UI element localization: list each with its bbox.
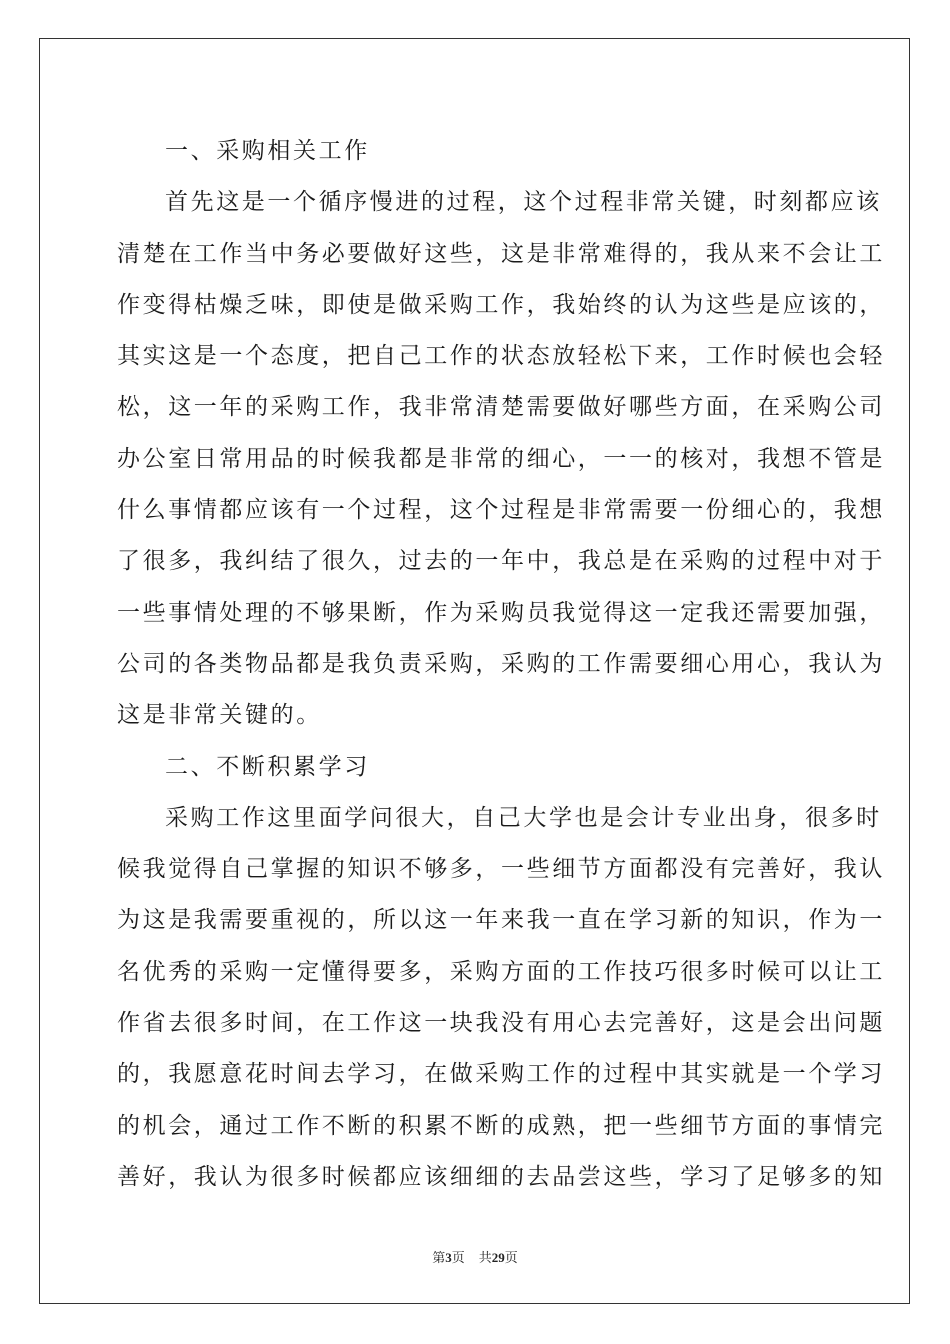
page-number (432, 1250, 465, 1265)
paragraph-line: 什么事情都应该有一个过程，这个过程是非常需要一份细心的，我想 (117, 497, 885, 524)
section-heading: 二、不断积累学习 (165, 753, 370, 780)
current-page: 3 (445, 1250, 452, 1265)
paragraph-line: 了很多，我纠结了很久，过去的一年中，我总是在采购的过程中对于 (117, 548, 885, 575)
paragraph-line: 这是非常关键的。 (117, 702, 322, 729)
page-suffix: 页 (451, 1250, 465, 1265)
paragraph-line: 松，这一年的采购工作，我非常清楚需要做好哪些方面，在采购公司 (117, 394, 885, 421)
paragraph-line: 清楚在工作当中务必要做好这些，这是非常难得的，我从来不会让工 (117, 240, 885, 267)
paragraph (117, 177, 885, 741)
page-prefix: 第 (432, 1250, 446, 1265)
paragraph-line: 公司的各类物品都是我负责采购，采购的工作需要细心用心，我认为 (117, 650, 885, 677)
paragraph-line: 的机会，通过工作不断的积累不断的成熟，把一些细节方面的事情完 (117, 1112, 885, 1139)
total-prefix: 共 (478, 1250, 492, 1265)
paragraph-line: 办公室日常用品的时候我都是非常的细心，一一的核对，我想不管是 (117, 445, 885, 472)
page-footer (0, 1247, 950, 1266)
paragraph-line: 其实这是一个态度，把自己工作的状态放轻松下来，工作时候也会轻 (117, 343, 885, 370)
paragraph-line: 采购工作这里面学问很大，自己大学也是会计专业出身，很多时 (165, 804, 882, 831)
paragraph-line: 善好，我认为很多时候都应该细细的去品尝这些，学习了足够多的知 (117, 1163, 885, 1190)
paragraph-line: 的，我愿意花时间去学习，在做采购工作的过程中其实就是一个学习 (117, 1061, 885, 1088)
page-total (479, 1250, 518, 1265)
paragraph-line: 作省去很多时间，在工作这一块我没有用心去完善好，这是会出问题 (117, 1010, 885, 1037)
paragraph-line: 名优秀的采购一定懂得要多，采购方面的工作技巧很多时候可以让工 (117, 958, 885, 985)
total-pages: 29 (491, 1250, 505, 1265)
document-body (117, 126, 885, 1203)
paragraph-line: 候我觉得自己掌握的知识不够多，一些细节方面都没有完善好，我认 (117, 856, 885, 883)
paragraph-line: 作变得枯燥乏味，即使是做采购工作，我始终的认为这些是应该的， (117, 291, 885, 318)
paragraph (117, 793, 885, 1203)
section-heading: 一、采购相关工作 (165, 138, 370, 164)
paragraph-line: 为这是我需要重视的，所以这一年来我一直在学习新的知识，作为一 (117, 907, 885, 934)
paragraph-line: 一些事情处理的不够果断，作为采购员我觉得这一定我还需要加强， (117, 599, 885, 626)
paragraph-line: 首先这是一个循序慢进的过程，这个过程非常关键，时刻都应该 (165, 189, 882, 216)
total-suffix: 页 (504, 1250, 518, 1265)
